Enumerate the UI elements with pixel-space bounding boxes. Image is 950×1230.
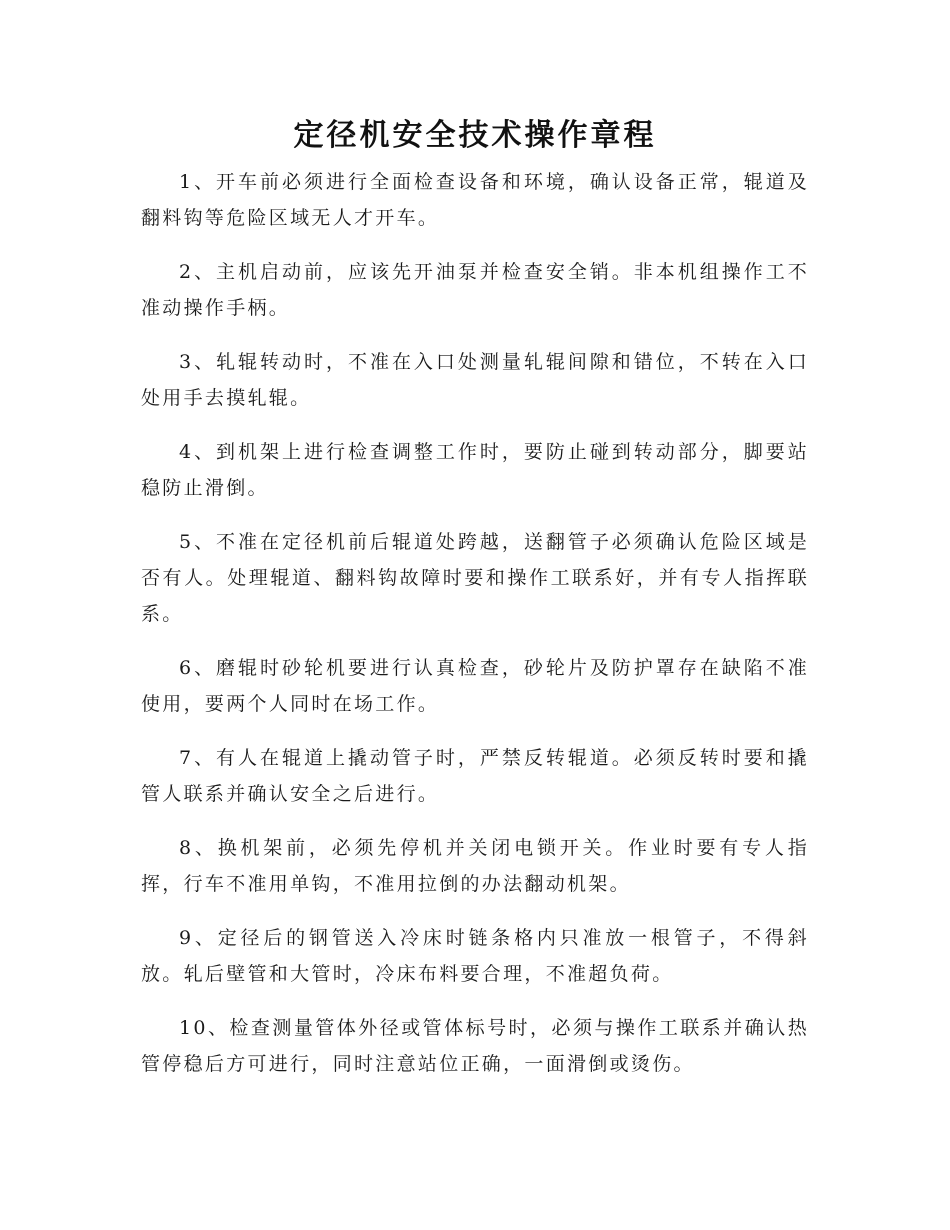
paragraph-10: 10、检查测量管体外径或管体标号时，必须与操作工联系并确认热管停稳后方可进行，同时注意站位正确，一面滑倒或烫伤。 bbox=[141, 1017, 809, 1075]
document-body bbox=[141, 164, 809, 1100]
paragraph-7: 7、有人在辊道上撬动管子时，严禁反转辊道。必须反转时要和撬管人联系并确认安全之后进行。 bbox=[141, 747, 809, 805]
paragraph-2: 2、主机启动前，应该先开油泵并检查安全销。非本机组操作工不准动操作手柄。 bbox=[141, 261, 809, 319]
paragraph-6: 6、磨辊时砂轮机要进行认真检查，砂轮片及防护罩存在缺陷不准使用，要两个人同时在场工作。 bbox=[141, 657, 809, 715]
paragraph-3: 3、轧辊转动时，不准在入口处测量轧辊间隙和错位，不转在入口处用手去摸轧辊。 bbox=[141, 351, 809, 409]
paragraph-5: 5、不准在定径机前后辊道处跨越，送翻管子必须确认危险区域是否有人。处理辊道、翻料钩故障时要和操作工联系好，并有专人指挥联系。 bbox=[141, 531, 809, 625]
paragraph-9: 9、定径后的钢管送入冷床时链条格内只准放一根管子，不得斜放。轧后壁管和大管时，冷床布料要合理，不准超负荷。 bbox=[141, 927, 809, 985]
paragraph-1: 1、开车前必须进行全面检查设备和环境，确认设备正常，辊道及翻料钩等危险区域无人才开车。 bbox=[141, 171, 809, 229]
paragraph-8: 8、换机架前，必须先停机并关闭电锁开关。作业时要有专人指挥，行车不准用单钩，不准用拉倒的办法翻动机架。 bbox=[141, 837, 809, 895]
paragraph-4: 4、到机架上进行检查调整工作时，要防止碰到转动部分，脚要站稳防止滑倒。 bbox=[141, 441, 809, 499]
document-title: 定径机安全技术操作章程 bbox=[293, 118, 657, 153]
